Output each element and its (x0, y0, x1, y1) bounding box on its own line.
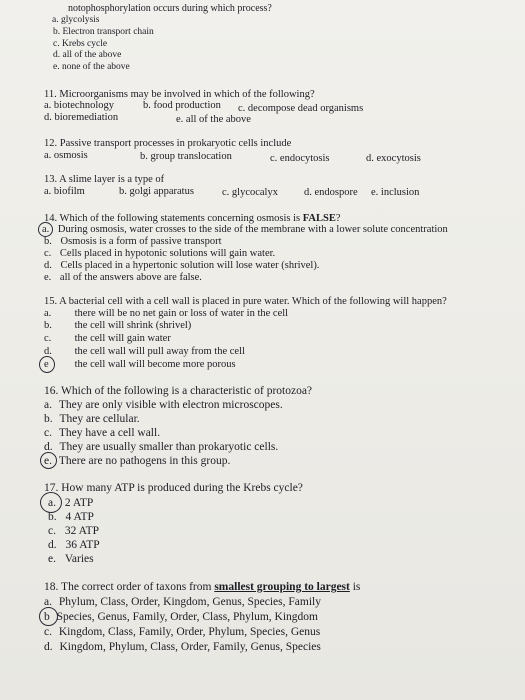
option-letter: b. (44, 413, 53, 425)
question-17-option-e (48, 552, 94, 566)
option-letter: d. (48, 539, 57, 551)
answer-circle-mark (40, 452, 57, 469)
option-letter: b. (48, 511, 57, 523)
question-11-option-b: b. food production (143, 100, 221, 111)
option-text: 36 ATP (65, 539, 100, 551)
question-16-option-e (44, 454, 230, 468)
option-text: They are cellular. (59, 413, 140, 425)
answer-circle-mark (38, 222, 53, 237)
option-text: Kingdom, Phylum, Class, Order, Family, Genus, Species (59, 641, 321, 653)
question-12-option-c: c. endocytosis (270, 153, 330, 164)
question-10-option-a: a. glycolysis (52, 15, 100, 25)
question-14-stem-emphasis: FALSE (302, 213, 336, 224)
question-13-option-e: e. inclusion (371, 187, 420, 198)
question-15-option-c (44, 333, 171, 345)
option-text: Species, Genus, Family, Order, Class, Phylum, Kingdom (56, 611, 318, 623)
option-text: Varies (64, 553, 94, 565)
option-letter: a. (42, 224, 50, 235)
question-16-option-d (44, 440, 278, 454)
question-18-stem-prefix: 18. The correct order of taxons from (44, 581, 215, 593)
question-18-option-c (44, 625, 320, 639)
answer-circle-mark (39, 356, 55, 373)
question-17-option-d (48, 538, 100, 552)
question-13-option-a: a. biofilm (44, 186, 85, 197)
question-18-option-b (44, 610, 318, 624)
option-letter: e. (48, 553, 56, 565)
question-16-option-a (44, 398, 283, 412)
option-text: There are no pathogens in this group. (58, 455, 231, 467)
question-13-option-c: c. glycocalyx (222, 187, 278, 198)
option-letter: e. (44, 272, 52, 283)
question-11-stem: 11. Microorganisms may be involved in which of the following? (44, 89, 315, 100)
option-letter: d. (44, 641, 53, 653)
question-11-option-a: a. biotechnology (44, 100, 114, 111)
question-18-stem-emphasis: smallest grouping to largest (214, 581, 350, 593)
question-10-stem: notophosphorylation occurs during which process? (68, 3, 272, 14)
question-12-option-d: d. exocytosis (366, 153, 421, 164)
option-letter: c. (48, 525, 56, 537)
question-12-option-a: a. osmosis (44, 150, 88, 161)
option-letter: e (44, 359, 49, 370)
question-18-stem (44, 580, 360, 594)
question-16-option-b (44, 412, 140, 426)
question-14-stem-suffix: ? (335, 213, 341, 224)
option-text: the cell will shrink (shrivel) (74, 320, 192, 331)
option-letter: d. (44, 441, 53, 453)
option-text: Osmosis is a form of passive transport (60, 236, 222, 247)
option-text: there will be no net gain or loss of water in the cell (74, 308, 289, 319)
answer-circle-mark (40, 492, 62, 513)
option-text: They are usually smaller than prokaryotic cells. (59, 441, 279, 453)
question-14-option-a (42, 224, 448, 236)
option-letter: e. (44, 455, 52, 467)
question-17-stem: 17. How many ATP is produced during the Krebs cycle? (44, 482, 303, 494)
question-13-stem: 13. A slime layer is a type of (44, 174, 165, 185)
question-18-option-d (44, 640, 321, 654)
option-letter: a. (48, 497, 56, 509)
question-14-stem-prefix: 14. Which of the following statements concerning osmosis is (44, 213, 303, 224)
question-10-option-d: d. all of the above (53, 50, 122, 60)
question-14-option-e (44, 272, 202, 284)
option-text: 32 ATP (64, 525, 100, 537)
option-letter: a. (44, 308, 52, 319)
option-text: Phylum, Class, Order, Kingdom, Genus, Species, Family (58, 596, 321, 608)
option-text: the cell wall will pull away from the cell (74, 346, 245, 357)
option-text: 4 ATP (65, 511, 94, 523)
answer-circle-mark (39, 607, 58, 626)
question-10-option-c: c. Krebs cycle (53, 39, 108, 49)
question-11-option-e: e. all of the above (176, 114, 251, 125)
question-12-stem: 12. Passive transport processes in prokaryotic cells include (44, 138, 292, 149)
question-11-option-d: d. bioremediation (44, 112, 119, 123)
question-18-stem-suffix: is (349, 581, 361, 593)
question-17-option-c (48, 524, 99, 538)
question-12-option-b: b. group translocation (140, 151, 232, 162)
option-text: They are only visible with electron microscopes. (58, 399, 283, 411)
option-letter: a. (44, 596, 52, 608)
question-14-option-c (44, 248, 275, 260)
question-15-option-b (44, 320, 191, 332)
option-text: During osmosis, water crosses to the side of the membrane with a lower solute concentration (57, 224, 448, 235)
option-text: 2 ATP (64, 497, 94, 509)
option-letter: b (44, 611, 50, 623)
option-letter: a. (44, 399, 52, 411)
question-14-option-d (44, 260, 319, 272)
option-letter: b. (44, 236, 52, 247)
question-13-option-d: d. endospore (304, 187, 358, 198)
option-letter: d. (44, 260, 52, 271)
question-16-option-c (44, 426, 160, 440)
option-text: Cells placed in hypotonic solutions will gain water. (59, 248, 276, 259)
option-letter: c. (44, 248, 52, 259)
question-18-option-a (44, 595, 321, 609)
question-10-option-b: b. Electron transport chain (53, 27, 154, 37)
question-15-option-e (44, 359, 236, 371)
question-16-stem: 16. Which of the following is a characteristic of protozoa? (44, 385, 313, 397)
question-15-option-a (44, 308, 288, 320)
option-text: Cells placed in a hypertonic solution will lose water (shrivel). (60, 260, 320, 271)
option-letter: b. (44, 320, 52, 331)
option-letter: c. (44, 626, 52, 638)
option-letter: d. (44, 346, 52, 357)
option-letter: c. (44, 333, 52, 344)
question-15-option-d (44, 346, 245, 358)
question-14-option-b (44, 236, 221, 248)
question-13-option-b: b. golgi apparatus (119, 186, 194, 197)
question-15-stem: 15. A bacterial cell with a cell wall is placed in pure water. Which of the following will happen? (44, 296, 447, 307)
question-11-option-c: c. decompose dead organisms (238, 103, 364, 114)
option-letter: c. (44, 427, 52, 439)
question-10-option-e: e. none of the above (53, 62, 130, 72)
option-text: the cell will gain water (74, 333, 171, 344)
option-text: all of the answers above are false. (59, 272, 202, 283)
option-text: Kingdom, Class, Family, Order, Phylum, Species, Genus (58, 626, 321, 638)
option-text: They have a cell wall. (58, 427, 161, 439)
option-text: the cell wall will become more porous (74, 359, 236, 370)
